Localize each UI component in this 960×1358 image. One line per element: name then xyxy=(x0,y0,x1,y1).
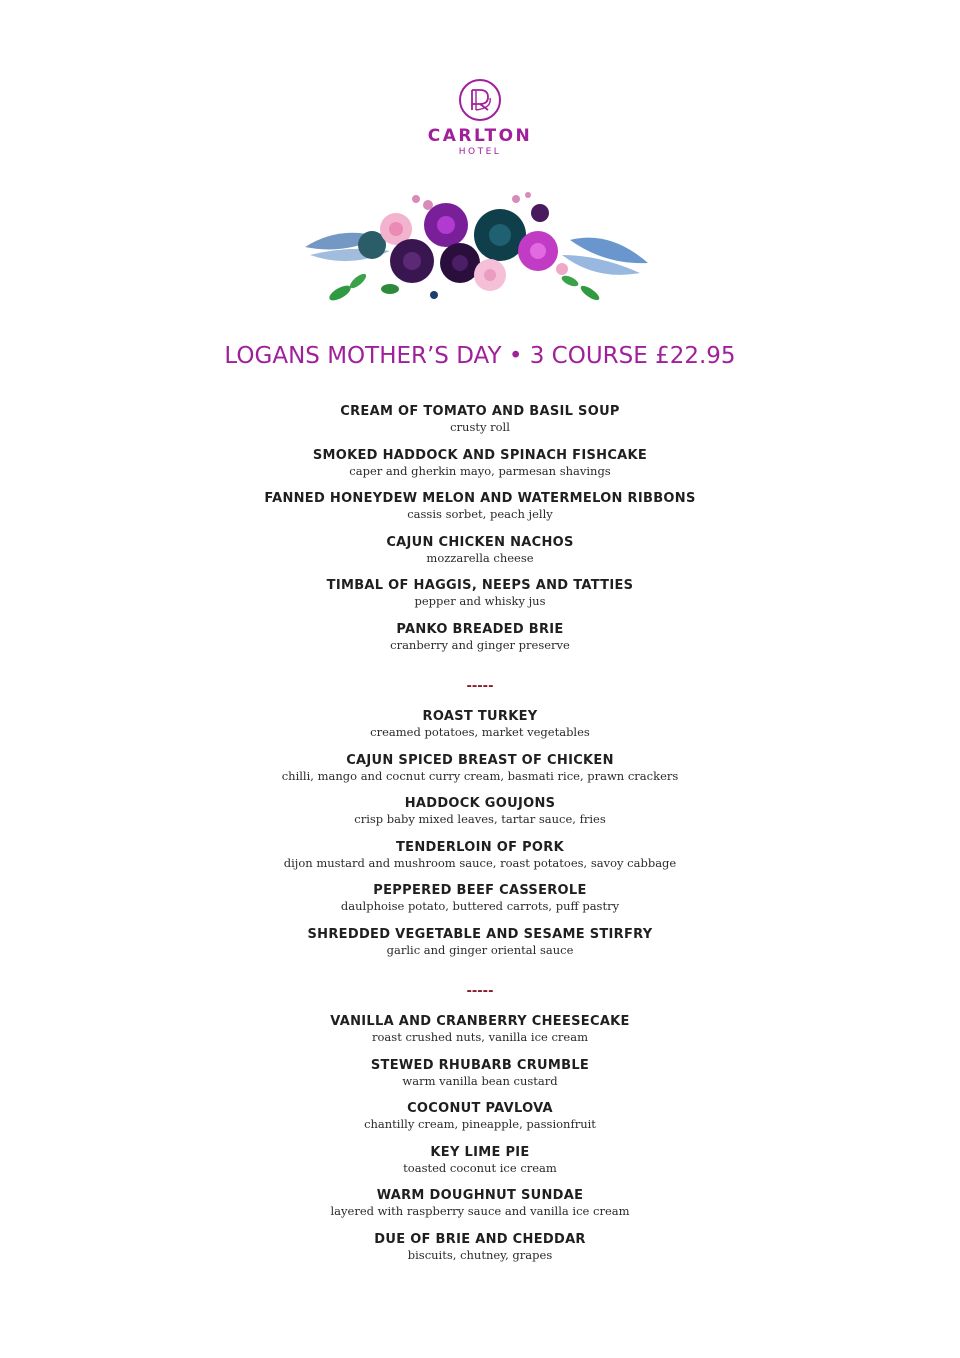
item-name: VANILLA AND CRANBERRY CHEESECAKE xyxy=(330,1014,630,1029)
item-name: CREAM OF TOMATO AND BASIL SOUP xyxy=(340,404,620,419)
item-description: roast crushed nuts, vanilla ice cream xyxy=(372,1030,588,1044)
item-name: STEWED RHUBARB CRUMBLE xyxy=(370,1057,590,1073)
item-name: PEPPERED BEEF CASSEROLE xyxy=(373,883,587,899)
item-name: TENDERLOIN OF PORK xyxy=(396,839,564,855)
hotel-subtitle: HOTEL xyxy=(458,147,502,157)
item-description: toasted coconut ice cream xyxy=(403,1160,557,1175)
menu-item xyxy=(0,882,960,926)
item-description: crusty roll xyxy=(450,420,510,434)
item-name: SHREDDED VEGETABLE AND SESAME STIRFRY xyxy=(307,926,653,942)
item-name: DUE OF BRIE AND CHEDDAR xyxy=(374,1231,586,1247)
item-name: WARM DOUGHNUT SUNDAE xyxy=(376,1188,584,1204)
item-description: chantilly cream, pineapple, passionfruit xyxy=(364,1117,596,1132)
item-description: creamed potatoes, market vegetables xyxy=(370,725,590,739)
menu-item xyxy=(0,795,960,839)
item-description: mozzarella cheese xyxy=(426,550,534,565)
item-name: FANNED HONEYDEW MELON AND WATERMELON RIBBONS xyxy=(264,491,696,507)
course-divider: ----- xyxy=(466,984,494,999)
mains-section xyxy=(0,708,960,970)
item-description: cassis sorbet, peach jelly xyxy=(407,507,553,522)
menu-item xyxy=(0,1100,960,1144)
desserts-section xyxy=(0,1013,960,1275)
item-name: KEY LIME PIE xyxy=(430,1144,530,1160)
item-description: garlic and ginger oriental sauce xyxy=(386,942,574,957)
floral-arrangement-icon xyxy=(300,185,652,315)
item-name: ROAST TURKEY xyxy=(422,709,538,724)
menu-title: LOGANS MOTHER’S DAY • 3 COURSE £22.95 xyxy=(224,343,736,369)
item-name: SMOKED HADDOCK AND SPINACH FISHCAKE xyxy=(312,447,648,463)
item-name: PANKO BREADED BRIE xyxy=(396,621,564,637)
menu-item xyxy=(0,577,960,621)
carlton-monogram-icon xyxy=(458,78,502,122)
item-description: pepper and whisky jus xyxy=(414,594,546,609)
item-description: daulphoise potato, buttered carrots, puff pastry xyxy=(340,899,620,914)
item-description: warm vanilla bean custard xyxy=(402,1073,558,1088)
menu-item xyxy=(0,1187,960,1231)
menu-item xyxy=(0,752,960,796)
hotel-name: CARLTON xyxy=(427,126,533,146)
item-description: crisp baby mixed leaves, tartar sauce, fries xyxy=(354,812,606,827)
menu-item xyxy=(0,926,960,970)
menu-item xyxy=(0,1144,960,1188)
item-description: layered with raspberry sauce and vanilla ice cream xyxy=(330,1204,630,1219)
hotel-logo xyxy=(0,78,960,158)
item-name: TIMBAL OF HAGGIS, NEEPS AND TATTIES xyxy=(326,578,634,594)
menu-item xyxy=(0,708,960,752)
item-name: HADDOCK GOUJONS xyxy=(404,796,556,812)
menu-item xyxy=(0,1013,960,1057)
item-name: CAJUN CHICKEN NACHOS xyxy=(386,534,574,550)
menu-item xyxy=(0,1231,960,1275)
item-description: biscuits, chutney, grapes xyxy=(407,1247,553,1262)
starters-section xyxy=(0,403,960,665)
menu-item xyxy=(0,621,960,665)
item-description: chilli, mango and cocnut curry cream, basmati rice, prawn crackers xyxy=(281,768,679,783)
menu-item xyxy=(0,447,960,491)
menu-item xyxy=(0,839,960,883)
menu-item xyxy=(0,1057,960,1101)
item-description: dijon mustard and mushroom sauce, roast potatoes, savoy cabbage xyxy=(283,855,677,870)
item-name: COCONUT PAVLOVA xyxy=(407,1101,553,1117)
item-name: CAJUN SPICED BREAST OF CHICKEN xyxy=(346,752,614,768)
item-description: cranberry and ginger preserve xyxy=(390,637,570,652)
menu-item xyxy=(0,490,960,534)
menu-item xyxy=(0,534,960,578)
course-divider: ----- xyxy=(466,679,494,694)
item-description: caper and gherkin mayo, parmesan shavings xyxy=(349,463,611,478)
menu-item xyxy=(0,403,960,447)
